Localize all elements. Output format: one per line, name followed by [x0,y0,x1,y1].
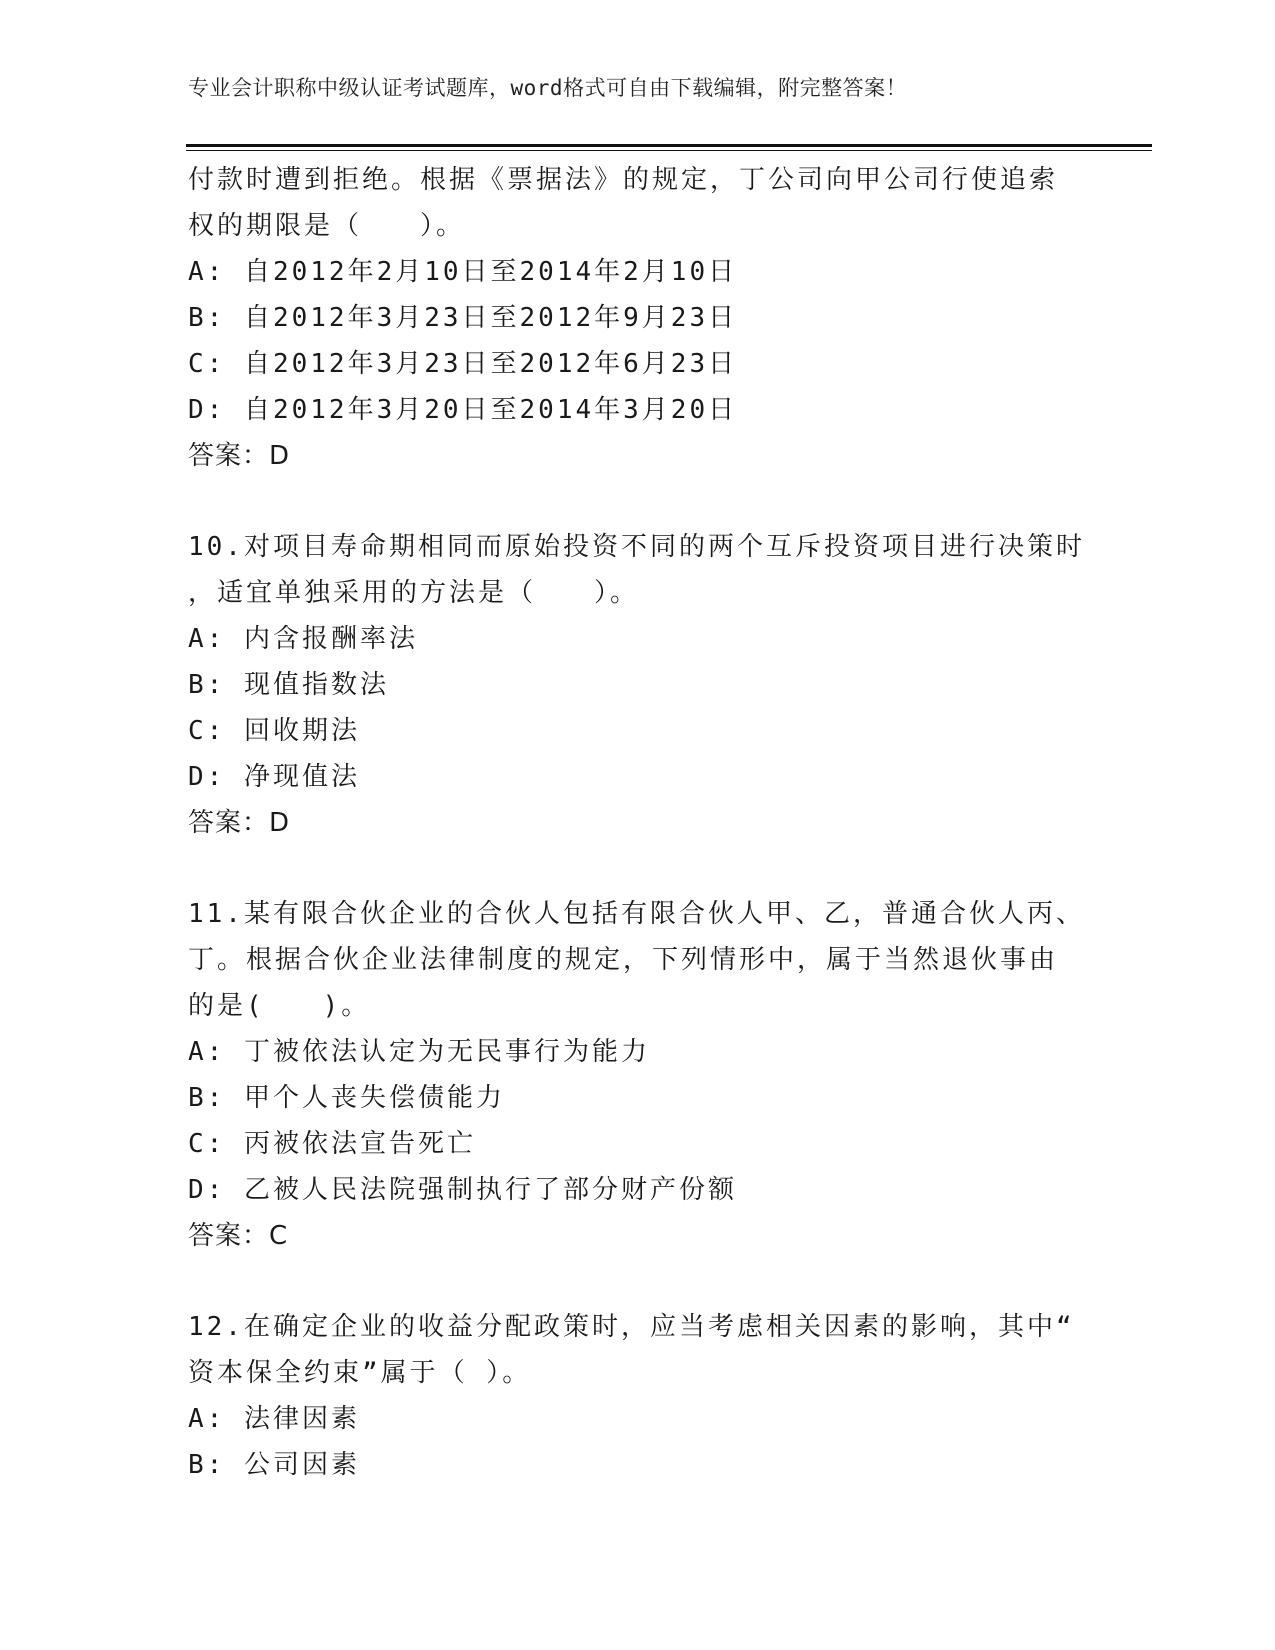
question-11 [188,891,1088,1259]
question-10 [188,524,1088,846]
question-stem-line: 10.对项目寿命期相同而原始投资不同的两个互斥投资项目进行决策时 [188,532,1085,562]
question-stem-line: 11.某有限合伙企业的合伙人包括有限合伙人甲、乙，普通合伙人丙、 [188,899,1085,929]
question-gap [188,479,1088,524]
answer-line: 答案：D [188,808,291,838]
answer-line: 答案：D [188,441,291,471]
option-d: D: 净现值法 [188,762,360,792]
option-a: A: 自2012年2月10日至2014年2月10日 [188,257,738,287]
question-gap [188,846,1088,891]
option-b: B: 公司因素 [188,1450,360,1480]
question-stem-line: 权的期限是（ ）。 [188,211,466,241]
question-stem-line: 12.在确定企业的收益分配政策时，应当考虑相关因素的影响，其中“ [188,1312,1075,1342]
question-stem-line: 付款时遭到拒绝。根据《票据法》的规定，丁公司向甲公司行使追索 [188,165,1059,195]
page-header: 专业会计职称中级认证考试题库，word格式可自由下载编辑，附完整答案！ [188,76,908,100]
question-stem-line: ，适宜单独采用的方法是（ ）。 [188,578,640,608]
question-9 [188,157,1088,479]
question-12 [188,1304,1088,1488]
header-rule-thick [186,144,1152,147]
question-gap [188,1259,1088,1304]
option-b: B: 自2012年3月23日至2012年9月23日 [188,303,738,333]
question-stem-line: 丁。根据合伙企业法律制度的规定，下列情形中，属于当然退伙事由 [188,945,1059,975]
option-a: A: 法律因素 [188,1404,360,1434]
option-b: B: 甲个人丧失偿债能力 [188,1083,505,1113]
option-c: C: 回收期法 [188,716,360,746]
question-stem-line: 资本保全约束”属于（ ）。 [188,1358,532,1388]
option-a: A: 内含报酬率法 [188,624,418,654]
option-c: C: 自2012年3月23日至2012年6月23日 [188,349,738,379]
question-stem-line: 的是( )。 [188,991,371,1021]
question-list [188,157,1088,1488]
option-d: D: 乙被人民法院强制执行了部分财产份额 [188,1175,737,1205]
option-b: B: 现值指数法 [188,670,389,700]
header-rule-thin [186,150,1152,151]
option-a: A: 丁被依法认定为无民事行为能力 [188,1037,650,1067]
option-c: C: 丙被依法宣告死亡 [188,1129,476,1159]
answer-line: 答案：C [188,1221,289,1251]
option-d: D: 自2012年3月20日至2014年3月20日 [188,395,738,425]
